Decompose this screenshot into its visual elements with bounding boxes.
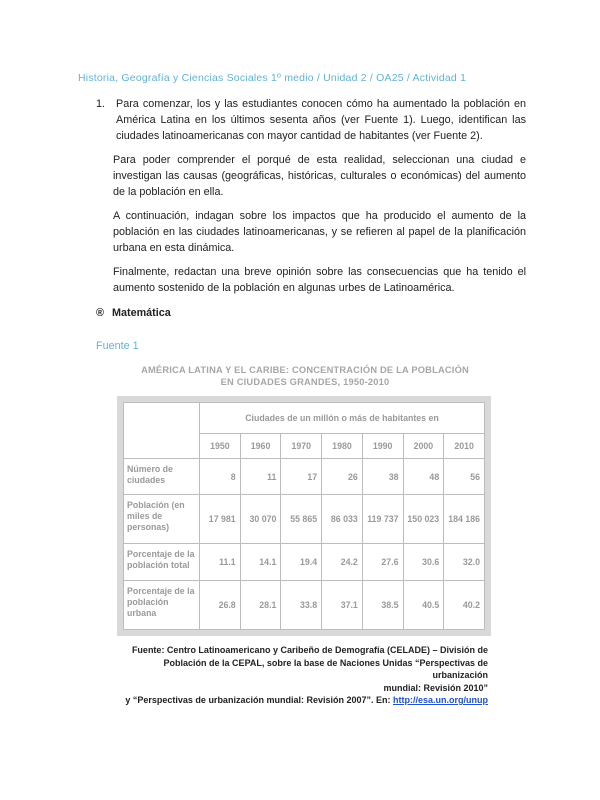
table-row: [124, 544, 485, 580]
table-cell: 32.0: [444, 544, 485, 580]
source-figure: [110, 364, 500, 636]
table-cell: 26.8: [200, 580, 241, 629]
paragraph-1: Para comenzar, los y las estudiantes conocen cómo ha aumentado la población en América Latina en los últimos sesenta años (ver Fuente 1). Luego, identifican las ciudades latinoamericanas con mayor cantidad de habitantes (ver Fuente 2).: [116, 98, 526, 142]
table-cell: 38: [362, 459, 403, 495]
footnote-line4-text: y “Perspectivas de urbanización mundial: Revisión 2007”. En:: [125, 695, 391, 705]
list-number: 1.: [96, 98, 106, 110]
footnote-line3: mundial: Revisión 2010”: [383, 682, 488, 693]
subject-label: Matemática: [111, 307, 171, 319]
table-cell: 86 033: [322, 495, 363, 544]
source-label: Fuente 1: [96, 340, 139, 352]
table-row: [124, 580, 485, 629]
table-corner-cell: [124, 403, 200, 459]
list-item-1: [96, 96, 526, 144]
table-cell: 27.6: [362, 544, 403, 580]
table-row: [124, 459, 485, 495]
paragraph-4: Finalmente, redactan una breve opinión sobre las consecuencias que ha tenido el aumento sostenido de la población en algunas urbes de Latinoamérica.: [113, 266, 526, 294]
year-header: 1990: [362, 434, 403, 459]
paragraph-3: A continuación, indagan sobre los impactos que ha producido el aumento de la población en las ciudades latinoamericanas, y se refieren al papel de la planificación urbana en esta dinámica.: [113, 210, 526, 254]
year-header: 1960: [240, 434, 281, 459]
table-cell: 184 186: [444, 495, 485, 544]
table-cell: 33.8: [281, 580, 322, 629]
table-cell: 17: [281, 459, 322, 495]
table-body: [124, 459, 485, 630]
table-row: [124, 495, 485, 544]
table-cell: 119 737: [362, 495, 403, 544]
table-cell: 11: [240, 459, 281, 495]
footnote-line1: Fuente: Centro Latinoamericano y Caribeño de Demografía (CELADE) – División de: [131, 645, 488, 655]
column-group-header: Ciudades de un millón o más de habitantes en: [200, 403, 485, 434]
table-cell: 17 981: [200, 495, 241, 544]
year-header: 2010: [444, 434, 485, 459]
table-cell: 40.2: [444, 580, 485, 629]
source-link[interactable]: http://esa.un.org/unup: [393, 695, 488, 705]
table-cell: 150 023: [403, 495, 444, 544]
subject-connection: [96, 307, 171, 319]
table-cell: 24.2: [322, 544, 363, 580]
footnote-line2: Población de la CEPAL, sobre la base de Naciones Unidas “Perspectivas de urbanización: [163, 657, 488, 680]
row-label: Porcentaje de la población total: [124, 544, 200, 580]
table-cell: 28.1: [240, 580, 281, 629]
footnote-line4: [108, 694, 488, 707]
row-label: Porcentaje de la población urbana: [124, 580, 200, 629]
registered-symbol-icon: ®: [96, 307, 104, 319]
source-footnote: [108, 644, 488, 707]
row-label: Población (en miles de personas): [124, 495, 200, 544]
table-cell: 56: [444, 459, 485, 495]
row-label: Número de ciudades: [124, 459, 200, 495]
table-cell: 48: [403, 459, 444, 495]
year-header: 1970: [281, 434, 322, 459]
table-cell: 55 865: [281, 495, 322, 544]
table-cell: 11.1: [200, 544, 241, 580]
year-header: 1980: [322, 434, 363, 459]
year-header: 2000: [403, 434, 444, 459]
figure-title-line2: EN CIUDADES GRANDES, 1950-2010: [220, 377, 390, 387]
table-cell: 38.5: [362, 580, 403, 629]
table-cell: 26: [322, 459, 363, 495]
year-header: 1950: [200, 434, 241, 459]
table-cell: 37.1: [322, 580, 363, 629]
figure-title: [110, 364, 500, 388]
figure-title-line1: AMÉRICA LATINA Y EL CARIBE: CONCENTRACIÓN DE LA POBLACIÓN: [141, 365, 469, 375]
table-cell: 40.5: [403, 580, 444, 629]
paragraph-2: Para poder comprender el porqué de esta realidad, seleccionan una ciudad e investigan las causas (geográficas, históricas, culturales o económicas) del aumento de la población en ella.: [113, 154, 526, 198]
table-frame: [117, 396, 491, 636]
table-cell: 8: [200, 459, 241, 495]
table-cell: 19.4: [281, 544, 322, 580]
population-table: [123, 402, 485, 630]
table-cell: 30 070: [240, 495, 281, 544]
table-cell: 14.1: [240, 544, 281, 580]
header-breadcrumb: Historia, Geografía y Ciencias Sociales 1º medio / Unidad 2 / OA25 / Actividad 1: [78, 72, 467, 84]
table-cell: 30.6: [403, 544, 444, 580]
